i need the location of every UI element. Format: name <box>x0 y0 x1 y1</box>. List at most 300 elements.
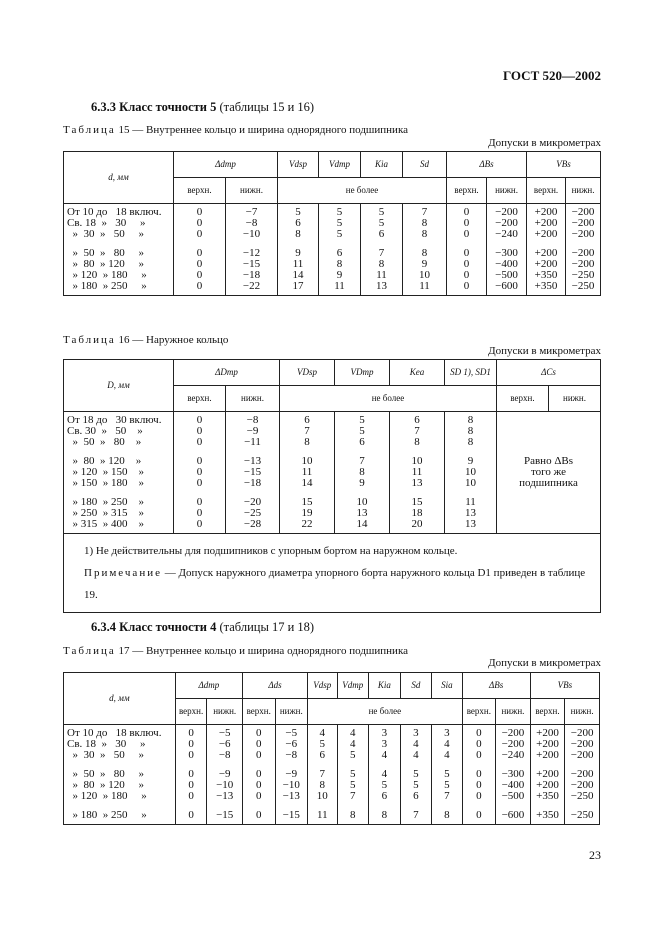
table-cell: 5 <box>350 779 356 791</box>
table-cell: −200 <box>570 749 594 761</box>
table-cell: 10 <box>411 455 423 467</box>
table-cell: 4 <box>350 727 356 739</box>
table-cell: −10 <box>282 779 300 791</box>
table-cell: 8 <box>467 436 474 448</box>
table-cell: 15 <box>301 496 313 508</box>
table-cell: 3 <box>381 738 388 750</box>
table-body-row <box>64 412 601 534</box>
table-cell: 0 <box>256 809 262 821</box>
table-cell: 11 <box>292 258 304 270</box>
header-upper: верхн. <box>462 699 496 725</box>
table-cell: 8 <box>319 779 326 791</box>
table-cell: 0 <box>196 217 203 229</box>
header-delta-bs: ΔBs <box>447 152 527 178</box>
table17-caption <box>63 645 408 657</box>
table-cell: 13 <box>465 518 476 530</box>
size-range: » 50 » 80 » <box>67 436 142 448</box>
table-cell: 7 <box>359 455 365 467</box>
section-heading-6-3-3 <box>91 100 314 115</box>
table-cell: +200 <box>536 749 559 761</box>
table-cell: 5 <box>336 217 343 229</box>
table-cell: 13 <box>376 280 388 292</box>
table-cell: 7 <box>444 790 450 802</box>
table-cell: 9 <box>336 269 343 281</box>
table-cell: 0 <box>476 768 482 780</box>
table-cell: 5 <box>413 768 419 780</box>
standard-number: ГОСТ 520—2002 <box>502 68 601 83</box>
size-range: » 180 » 250 » <box>67 809 147 821</box>
table-cell: 5 <box>336 206 343 218</box>
table-cell: 7 <box>319 768 326 780</box>
table-cell: 10 <box>465 477 476 489</box>
table-cell: 0 <box>188 779 194 791</box>
table-cell: 5 <box>378 206 385 218</box>
table-cell: 0 <box>196 206 203 218</box>
size-range-column <box>64 204 174 296</box>
table-cell: 10 <box>316 790 328 802</box>
table-cell: 0 <box>196 477 203 489</box>
table-cell: −18 <box>242 269 261 281</box>
value-column <box>207 725 243 825</box>
section-heading-6-3-4 <box>91 620 314 635</box>
value-column <box>278 204 319 296</box>
note-text: — Допуск наружного диаметра упорного борта наружного кольца D1 приведен в таблице 19. <box>84 567 586 601</box>
table-cell: 9 <box>295 247 301 259</box>
value-column <box>369 725 401 825</box>
table-cell: 0 <box>463 280 470 292</box>
table-notes <box>64 534 601 613</box>
value-column <box>319 204 361 296</box>
table-cell: −10 <box>242 228 261 240</box>
size-range: » 50 » 80 » <box>67 768 144 780</box>
table-cell: 0 <box>196 269 203 281</box>
table-cell: 5 <box>378 217 385 229</box>
table-cell: −22 <box>242 280 261 292</box>
value-column <box>226 412 280 534</box>
table-cell: 8 <box>336 258 343 270</box>
table-cell: 14 <box>301 477 313 489</box>
table-cell: −9 <box>285 768 298 780</box>
header-max: не более <box>280 386 497 412</box>
size-range: » 180 » 250 » <box>67 280 147 292</box>
header-lower: нижн. <box>275 699 308 725</box>
table-cell: 0 <box>256 749 262 761</box>
table-cell: 18 <box>411 507 423 519</box>
table-cell: −200 <box>501 738 525 750</box>
table-cell: 0 <box>188 790 194 802</box>
header-kea: Kea <box>390 360 445 386</box>
value-column <box>530 725 565 825</box>
value-column <box>447 204 487 296</box>
table-cell: 11 <box>317 809 328 821</box>
header-upper: верхн. <box>174 178 226 204</box>
table-cell: 5 <box>350 749 356 761</box>
value-column <box>496 725 531 825</box>
table-label: Таблица <box>63 334 116 346</box>
table-cell: 4 <box>413 738 419 750</box>
header-upper: верхн. <box>175 699 207 725</box>
value-column <box>432 725 463 825</box>
table-cell: −400 <box>495 258 518 270</box>
table-cell: −200 <box>570 738 594 750</box>
table-cell: −15 <box>242 258 261 270</box>
table-cell: 0 <box>196 425 203 437</box>
value-column <box>565 725 600 825</box>
header-lower: нижн. <box>207 699 243 725</box>
size-range: От 18 до 30 включ. <box>67 414 162 426</box>
table-cell: 6 <box>319 749 326 761</box>
value-column <box>175 725 207 825</box>
size-range: » 80 » 120 » <box>67 779 144 791</box>
table-cell: +200 <box>536 768 559 780</box>
table-cell: 6 <box>378 228 385 240</box>
table-cell: +200 <box>534 228 558 240</box>
note-label: Примечание <box>84 567 162 579</box>
size-range: » 120 » 180 » <box>67 790 147 802</box>
table-cell: 0 <box>256 779 262 791</box>
table-cell: −28 <box>243 518 262 530</box>
table-cell: −5 <box>218 727 231 739</box>
header-upper: верхн. <box>242 699 275 725</box>
table-cell: 4 <box>381 768 388 780</box>
table17-unit: Допуски в микрометрах <box>488 657 601 669</box>
table-cell: 0 <box>463 228 470 240</box>
table-cell: −200 <box>571 247 595 259</box>
table-cell: 13 <box>411 477 423 489</box>
value-column <box>527 204 566 296</box>
table-cell: 8 <box>421 247 428 259</box>
table-cell: −600 <box>501 809 525 821</box>
table-cell: 0 <box>476 738 482 750</box>
table-cell: 9 <box>421 258 428 270</box>
table-cell: +200 <box>536 779 559 791</box>
table-cell: −20 <box>243 496 262 508</box>
table-cell: −13 <box>282 790 300 802</box>
header-vbs: VBs <box>530 673 599 699</box>
table-cell: +350 <box>536 809 559 821</box>
table16-caption <box>63 334 228 346</box>
table-cell: 7 <box>378 247 385 259</box>
header-vdmp: Vdmp <box>319 152 361 178</box>
size-range: Св. 30 » 50 » <box>67 425 143 437</box>
table-cell: 0 <box>256 727 262 739</box>
size-range: » 120 » 150 » <box>67 466 144 478</box>
table-cell: 0 <box>256 790 262 802</box>
header-delta-cs: ΔCs <box>497 360 601 386</box>
size-range: » 30 » 50 » <box>67 228 144 240</box>
table-cell: 6 <box>414 414 420 426</box>
value-column <box>275 725 308 825</box>
value-column <box>174 204 226 296</box>
table-cell: −15 <box>282 809 300 821</box>
table-cell: 8 <box>295 228 301 240</box>
table-cell: −18 <box>243 477 262 489</box>
value-column <box>280 412 335 534</box>
table-cell: −200 <box>571 217 595 229</box>
table-cell: 5 <box>381 779 388 791</box>
note <box>84 562 594 606</box>
table-cell: 11 <box>334 280 345 292</box>
table-cell: 9 <box>467 455 474 467</box>
table-label: Таблица <box>63 124 116 136</box>
value-column <box>337 725 369 825</box>
table-cell: 8 <box>381 809 388 821</box>
table-cell: 13 <box>465 507 476 519</box>
table-cell: 4 <box>444 749 450 761</box>
value-column <box>361 204 403 296</box>
table-cell: 0 <box>188 768 194 780</box>
table-cell: 22 <box>301 518 313 530</box>
table-cell: +200 <box>534 206 558 218</box>
table-cell: 0 <box>476 809 482 821</box>
table-cell: 6 <box>359 436 365 448</box>
section-number: 6.3.4 <box>91 620 116 634</box>
table-cell: 8 <box>350 809 356 821</box>
value-column <box>566 204 601 296</box>
table-cell: 0 <box>196 228 203 240</box>
table-cell: −12 <box>242 247 261 259</box>
size-range: » 180 » 250 » <box>67 496 144 508</box>
size-range: » 50 » 80 » <box>67 247 144 259</box>
table-cell: 8 <box>421 228 428 240</box>
table-cell: 0 <box>476 790 482 802</box>
section-ref: (таблицы 15 и 16) <box>219 100 315 114</box>
table-cell: 6 <box>381 790 388 802</box>
table-cell: −400 <box>501 779 525 791</box>
header-delta-dmp: ΔDmp <box>174 360 280 386</box>
value-column <box>400 725 432 825</box>
table-cell: 8 <box>421 217 428 229</box>
table-cell: 4 <box>413 749 419 761</box>
table-cell: −200 <box>501 727 525 739</box>
size-range: » 30 » 50 » <box>67 749 144 761</box>
header-d: d, мм <box>64 673 176 725</box>
table-caption-text: 17 — Внутреннее кольцо и ширина однорядного подшипника <box>118 645 409 657</box>
table-cell: 5 <box>359 414 365 426</box>
merged-cell <box>497 412 601 534</box>
table-cell: 10 <box>356 496 368 508</box>
header-upper: верхн. <box>527 178 566 204</box>
table-cell: 4 <box>319 727 326 739</box>
header-delta-dmp: Δdmp <box>174 152 278 178</box>
table-cell: 6 <box>413 790 419 802</box>
value-column <box>242 725 275 825</box>
table-cell: 0 <box>196 466 203 478</box>
table-cell: 4 <box>444 738 450 750</box>
table-cell: 7 <box>304 425 310 437</box>
table-cell: +200 <box>534 258 558 270</box>
header-delta-bs: ΔBs <box>462 673 530 699</box>
table-cell: −200 <box>495 206 518 218</box>
header-upper: верхн. <box>530 699 565 725</box>
table-cell: 0 <box>196 455 203 467</box>
table-cell: 19 <box>301 507 313 519</box>
table-cell: −200 <box>570 768 594 780</box>
table-cell: 5 <box>350 768 356 780</box>
table-cell: −7 <box>245 206 258 218</box>
table-cell: −200 <box>571 206 595 218</box>
table-cell: −300 <box>495 247 518 259</box>
header-lower: нижн. <box>566 178 601 204</box>
table-cell: 5 <box>319 738 326 750</box>
header-vdmp: VDmp <box>335 360 390 386</box>
value-column <box>403 204 447 296</box>
table-cell: +200 <box>536 727 559 739</box>
table-cell: 0 <box>188 727 194 739</box>
header-max: не более <box>308 699 463 725</box>
table-cell: 5 <box>413 779 419 791</box>
table-cell: −600 <box>495 280 518 292</box>
table-cell: 15 <box>411 496 423 508</box>
table-cell: −8 <box>285 749 298 761</box>
table-cell: 8 <box>467 414 474 426</box>
table-cell: 10 <box>301 455 313 467</box>
table-cell: −8 <box>218 749 231 761</box>
header-lower: нижн. <box>226 178 278 204</box>
table-cell: −13 <box>216 790 234 802</box>
header-upper: верхн. <box>497 386 549 412</box>
header-vbs: VBs <box>527 152 601 178</box>
table-cell: 5 <box>359 425 365 437</box>
table-cell: 11 <box>419 280 430 292</box>
size-range: » 250 » 315 » <box>67 507 144 519</box>
table-cell: −200 <box>571 228 595 240</box>
table-cell: 7 <box>350 790 356 802</box>
table-cell: 10 <box>419 269 431 281</box>
table-cell: 0 <box>463 269 470 281</box>
table-cell: 0 <box>196 507 203 519</box>
table-cell: −15 <box>216 809 234 821</box>
table-cell: +200 <box>534 247 558 259</box>
table-cell: −8 <box>246 414 259 426</box>
merged-cell-line: подшипника <box>519 477 578 489</box>
value-column <box>462 725 496 825</box>
table-17 <box>63 672 600 825</box>
table-cell: 0 <box>196 258 203 270</box>
header-upper: верхн. <box>174 386 226 412</box>
table15-unit: Допуски в микрометрах <box>488 137 601 149</box>
table-cell: 0 <box>196 496 203 508</box>
table-cell: 0 <box>196 247 203 259</box>
value-column <box>390 412 445 534</box>
table-cell: 0 <box>188 749 194 761</box>
table-cell: 0 <box>188 738 194 750</box>
value-column <box>335 412 390 534</box>
size-range-column <box>64 725 176 825</box>
table-cell: 9 <box>359 477 365 489</box>
table-cell: +350 <box>534 269 558 281</box>
table16-unit: Допуски в микрометрах <box>488 345 601 357</box>
table-cell: 7 <box>421 206 428 218</box>
merged-cell-line: того же <box>531 466 566 478</box>
header-lower: нижн. <box>487 178 527 204</box>
table-caption-text: 16 — Наружное кольцо <box>118 334 229 346</box>
section-title: Класс точности 5 <box>119 100 217 114</box>
table-cell: +350 <box>534 280 558 292</box>
size-range: » 120 » 180 » <box>67 269 147 281</box>
table-cell: 14 <box>356 518 368 530</box>
header-D: D, мм <box>64 360 174 412</box>
header-vdsp: Vdsp <box>308 673 337 699</box>
table-cell: 0 <box>196 414 203 426</box>
table-16 <box>63 359 601 613</box>
table-cell: 3 <box>444 727 450 739</box>
table-cell: 7 <box>413 809 419 821</box>
table-cell: −500 <box>495 269 518 281</box>
table-cell: +200 <box>536 738 559 750</box>
table-cell: +350 <box>536 790 559 802</box>
header-lower: нижн. <box>496 699 531 725</box>
table-cell: −9 <box>218 768 231 780</box>
value-column <box>226 204 278 296</box>
value-column <box>308 725 337 825</box>
header-vdsp: VDsp <box>280 360 335 386</box>
table-cell: −8 <box>245 217 258 229</box>
table-cell: 0 <box>463 247 470 259</box>
table-cell: 0 <box>256 768 262 780</box>
table-cell: −25 <box>243 507 262 519</box>
size-range-column <box>64 412 174 534</box>
table-cell: 0 <box>476 779 482 791</box>
table-cell: 0 <box>476 727 482 739</box>
table-cell: 8 <box>304 436 310 448</box>
header-kia: Kia <box>369 673 401 699</box>
size-range: » 80 » 120 » <box>67 258 144 270</box>
table-cell: −250 <box>571 269 595 281</box>
header-sd: Sd <box>403 152 447 178</box>
table-cell: 7 <box>414 425 420 437</box>
table-cell: 6 <box>295 217 301 229</box>
footnote: 1) Не действительны для подшипников с упорным бортом на наружном кольце. <box>84 545 458 557</box>
table-cell: −500 <box>501 790 525 802</box>
section-title: Класс точности 4 <box>119 620 217 634</box>
table-cell: 8 <box>359 466 365 478</box>
table-cell: −200 <box>570 727 594 739</box>
header-sia: Sia <box>432 673 463 699</box>
section-ref: (таблицы 17 и 18) <box>219 620 315 634</box>
table-cell: −200 <box>570 779 594 791</box>
table-cell: −11 <box>244 436 261 448</box>
table-cell: 0 <box>196 280 203 292</box>
header-delta-dmp: Δdmp <box>175 673 242 699</box>
table-cell: 0 <box>188 809 194 821</box>
size-range: Св. 18 » 30 » <box>67 738 146 750</box>
table-cell: 0 <box>256 738 262 750</box>
size-range: От 10 до 18 включ. <box>67 727 162 739</box>
table-cell: 6 <box>336 247 343 259</box>
table-cell: 11 <box>301 466 313 478</box>
table-body-row <box>64 725 600 825</box>
table-cell: −6 <box>285 738 298 750</box>
table-cell: 13 <box>356 507 368 519</box>
header-lower: нижн. <box>549 386 601 412</box>
value-column <box>487 204 527 296</box>
header-sd: Sd <box>400 673 432 699</box>
table-cell: 11 <box>465 496 476 508</box>
table-cell: −15 <box>243 466 262 478</box>
table-cell: −10 <box>216 779 234 791</box>
table-cell: 4 <box>381 749 388 761</box>
table-cell: 8 <box>378 258 385 270</box>
size-range: » 80 » 120 » <box>67 455 142 467</box>
value-column <box>445 412 497 534</box>
table-cell: 11 <box>376 269 387 281</box>
table-cell: 4 <box>350 738 356 750</box>
size-range: » 315 » 400 » <box>67 518 144 530</box>
table-cell: −13 <box>243 455 262 467</box>
header-max: не более <box>278 178 447 204</box>
header-vdmp: Vdmp <box>337 673 369 699</box>
